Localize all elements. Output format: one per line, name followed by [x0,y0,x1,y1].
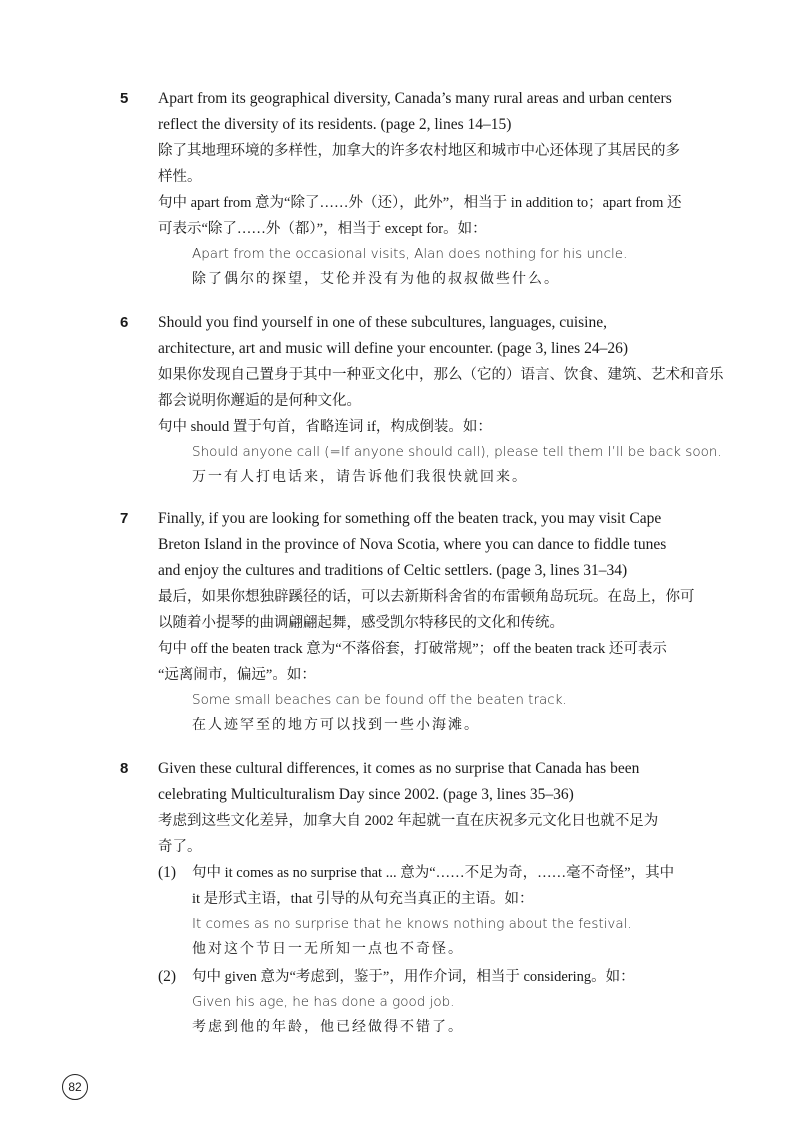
translation-line: 除了其地理环境的多样性，加拿大的许多农村地区和城市中心还体现了其居民的多 [158,143,680,159]
explanation-line: 句中 apart from 意为“除了……外（还），此外”，相当于 in addition to；apart from 还 [158,195,682,211]
source-sentence-line: Finally, if you are looking for something off the beaten track, you may visit Cape [158,510,662,527]
note-number: 7 [120,510,129,527]
note-7 [120,506,720,740]
source-sentence-line: Should you find yourself in one of these subcultures, languages, cuisine, [158,314,607,331]
translation-line: 最后，如果你想独辟蹊径的话，可以去新斯科舍省的布雷顿角岛玩玩。在岛上，你可 [158,589,695,605]
note-6 [120,310,724,492]
note-8 [120,756,720,1042]
translation-line: 以随着小提琴的曲调翩翩起舞，感受凯尔特移民的文化和传统。 [158,615,564,631]
translation-line: 都会说明你邂逅的是何种文化。 [158,393,361,409]
note-number: 5 [120,90,129,107]
example-english: Should anyone call (=If anyone should call), please tell them I’ll be back soon. [192,444,722,460]
source-sentence-line: architecture, art and music will define your encounter. (page 3, lines 24–26) [158,340,629,357]
source-sentence-line: Given these cultural differences, it comes as no surprise that Canada has been [158,760,640,777]
note-5 [120,86,720,294]
example-chinese: 他对这个节日一无所知一点也不奇怪。 [192,942,464,957]
note-number: 8 [120,760,129,777]
translation-line: 考虑到这些文化差异，加拿大自 2002 年起就一直在庆祝多元文化日也就不足为 [158,813,659,829]
subpoint-label: (2) [158,968,177,985]
source-sentence-line: celebrating Multiculturalism Day since 2002. (page 3, lines 35–36) [158,786,574,803]
explanation-line: 句中 it comes as no surprise that ... 意为“……不足为奇，……毫不奇怪”，其中 [192,865,675,881]
example-chinese: 万一有人打电话来，请告诉他们我很快就回来。 [192,470,528,485]
source-sentence-line: Breton Island in the province of Nova Scotia, where you can dance to fiddle tunes [158,536,667,553]
source-sentence-line: reflect the diversity of its residents. (page 2, lines 14–15) [158,116,512,133]
example-english: Apart from the occasional visits, Alan does nothing for his uncle. [192,246,628,262]
subpoint-2 [158,964,688,1042]
subpoint-1 [158,860,688,964]
explanation-line: 句中 should 置于句首，省略连词 if，构成倒装。如： [158,419,492,435]
explanation-line: it 是形式主语，that 引导的从句充当真正的主语。如： [192,891,534,907]
translation-line: 样性。 [158,169,202,185]
example-english: It comes as no surprise that he knows nothing about the festival. [192,916,632,932]
example-chinese: 在人迹罕至的地方可以找到一些小海滩。 [192,718,480,733]
explanation-line: 可表示“除了……外（都）”，相当于 except for。如： [158,221,487,237]
explanation-line: 句中 given 意为“考虑到，鉴于”，用作介词，相当于 considering。如： [192,969,635,985]
explanation-line: “远离闹市，偏远”。如： [158,667,316,683]
page-number: 82 [62,1074,88,1100]
source-sentence-line: Apart from its geographical diversity, Canada’s many rural areas and urban centers [158,90,672,107]
translation-line: 如果你发现自己置身于其中一种亚文化中，那么（它的）语言、饮食、建筑、艺术和音乐 [158,367,724,383]
example-english: Given his age, he has done a good job. [192,994,455,1010]
translation-line: 奇了。 [158,839,202,855]
note-number: 6 [120,314,129,331]
explanation-line: 句中 off the beaten track 意为“不落俗套，打破常规”；off the beaten track 还可表示 [158,641,667,657]
example-english: Some small beaches can be found off the beaten track. [192,692,567,708]
subpoint-label: (1) [158,864,177,881]
example-chinese: 考虑到他的年龄，他已经做得不错了。 [192,1020,464,1035]
source-sentence-line: and enjoy the cultures and traditions of Celtic settlers. (page 3, lines 31–34) [158,562,628,579]
example-chinese: 除了偶尔的探望，艾伦并没有为他的叔叔做些什么。 [192,272,560,287]
